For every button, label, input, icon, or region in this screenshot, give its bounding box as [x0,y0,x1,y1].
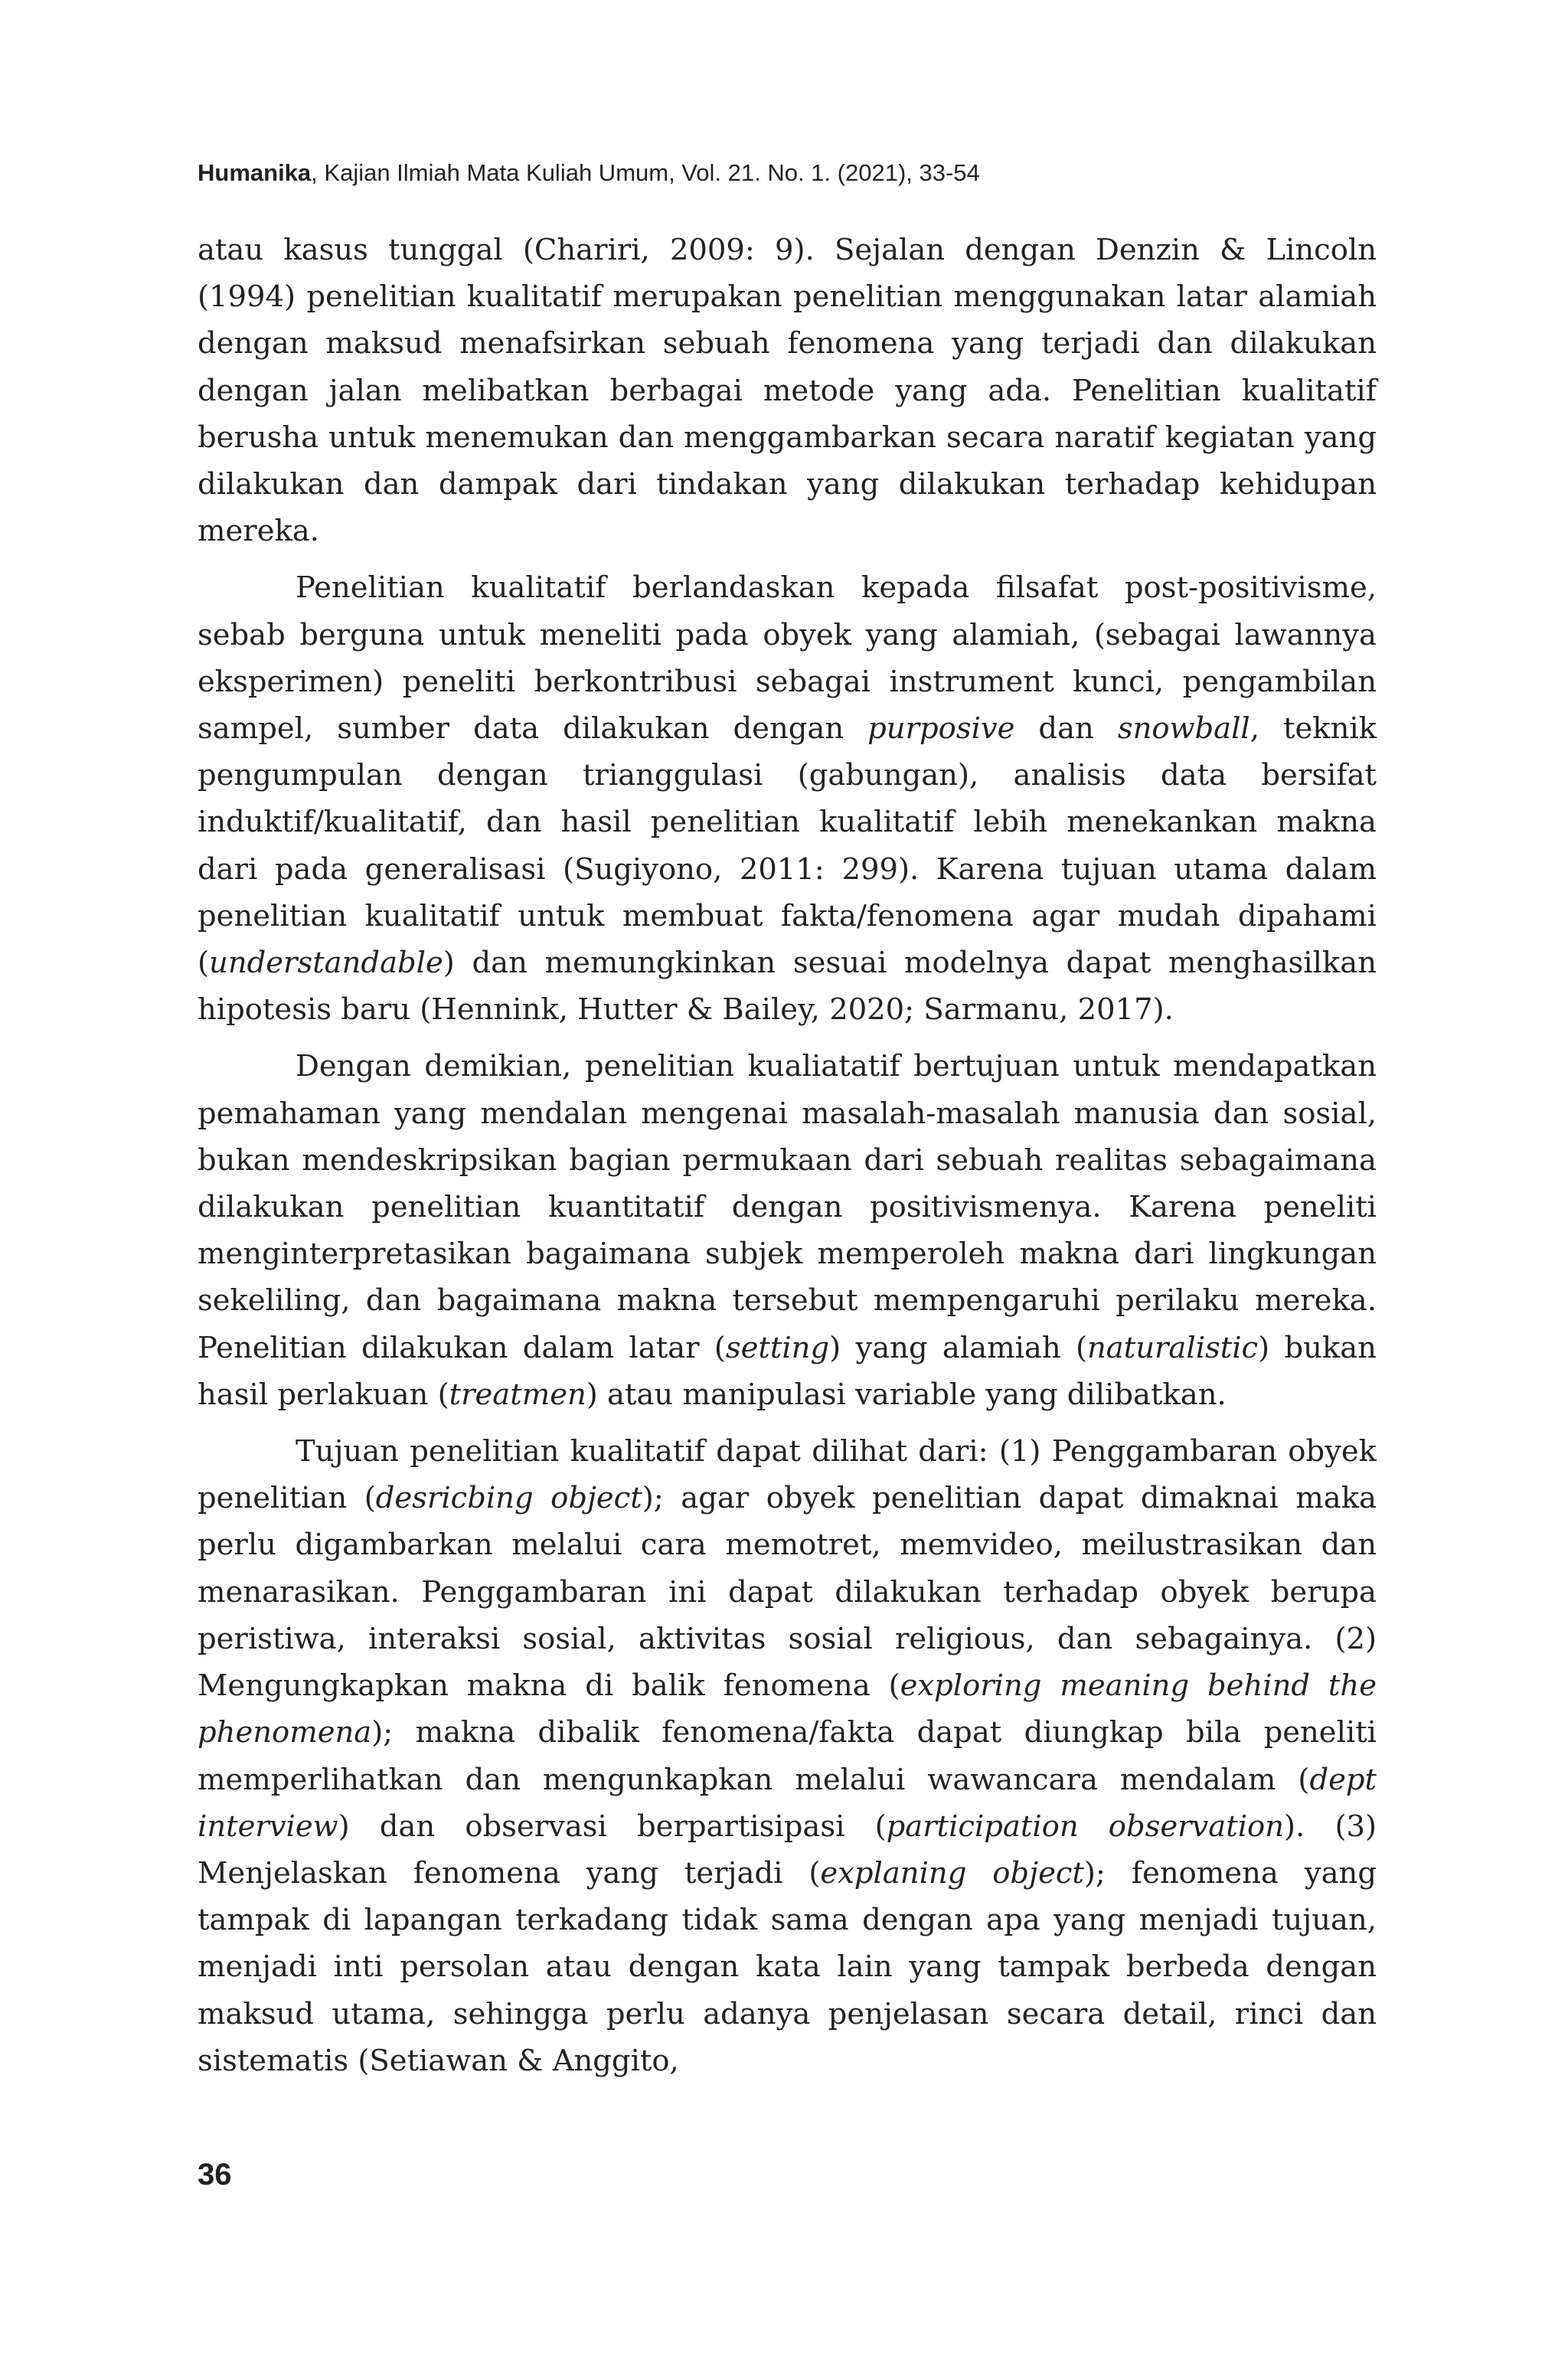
italic-term: naturalistic [1087,1330,1259,1365]
journal-citation: , Kajian Ilmiah Mata Kuliah Umum, Vol. 21. No. 1. (2021), 33-54 [311,159,980,186]
journal-name: Humanika [198,159,312,186]
italic-term: exploring meaning behind the phenomena [198,1668,1377,1750]
text-run: dan [1014,711,1118,747]
text-run: ) yang alamiah ( [829,1330,1088,1365]
text-run: Penelitian kualitatif berlandaskan kepada filsafat post-positivisme, sebab berguna untuk meneliti pada obyek yang alamiah, (sebagai lawannya eksperimen) peneliti berkontribusi sebagai instrument kunci, pengambilan sampel, sumber data dilakukan dengan [198,570,1377,747]
italic-term: participation observation [886,1809,1285,1844]
italic-term: treatmen [449,1377,586,1412]
text-run: ); agar obyek penelitian dapat dimaknai maka perlu digambarkan melalui cara memotret, memvideo, meilustrasikan dan menarasikan. Penggambaran ini dapat dilakukan terhadap obyek berupa peristiwa, interaksi sosial, aktivitas sosial religious, dan sebagainya. (2) Mengungkapkan makna di balik fenomena ( [198,1481,1377,1704]
text-run: ). (3) Menjelaskan fenomena yang terjadi ( [198,1809,1377,1891]
italic-term: purposive [867,711,1015,747]
italic-term: snowball [1117,711,1250,747]
text-run: ) dan memungkinkan sesuai modelnya dapat menghasilkan hipotesis baru (Hennink, Hutter & Bailey, 2020; Sarmanu, 2017). [198,946,1377,1028]
text-run: , teknik pengumpulan dengan trianggulasi (gabungan), analisis data bersifat induktif/kualitatif, dan hasil penelitian kualitatif lebih menekankan makna dari pada generalisasi (Sugiyono, 2011: 299). Karena tujuan utama dalam penelitian kualitatif untuk membuat fakta/fenomena agar mudah dipahami ( [198,711,1377,981]
text-run: ) bukan hasil perlakuan ( [198,1330,1377,1412]
italic-term: dept interview [198,1762,1377,1844]
text-run: ); fenomena yang tampak di lapangan terkadang tidak sama dengan apa yang menjadi tujuan, menjadi inti persolan atau dengan kata lain yang tampak berbeda dengan maksud utama, sehingga perlu adanya penjelasan secara detail, rinci dan sistematis (Setiawan & Anggito, [198,1855,1377,2078]
text-run: Tujuan penelitian kualitatif dapat dilihat dari: (1) Penggambaran obyek penelitian ( [198,1434,1377,1516]
text-run: atau kasus tunggal (Chariri, 2009: 9). Sejalan dengan Denzin & Lincoln (1994) penelitian kualitatif merupakan penelitian menggunakan latar alamiah dengan maksud menafsirkan sebuah fenomena yang terjadi dan dilakukan dengan jalan melibatkan berbagai metode yang ada. Penelitian kualitatif berusha untuk menemukan dan menggambarkan secara naratif kegiatan yang dilakukan dan dampak dari tindakan yang dilakukan terhadap kehidupan mereka. [198,233,1377,549]
text-run: ); makna dibalik fenomena/fakta dapat diungkap bila peneliti memperlihatkan dan mengunkapkan melalui wawancara mendalam ( [198,1715,1377,1797]
paragraph [198,1043,1377,1418]
italic-term: setting [725,1330,830,1365]
page-number: 36 [198,2158,232,2191]
italic-term: understandable [209,946,443,981]
body-text [198,227,1377,2084]
paragraph [198,564,1377,1033]
italic-term: explaning object [820,1855,1084,1891]
text-run: Dengan demikian, penelitian kualiatatif bertujuan untuk mendapatkan pemahaman yang mendalan mengenai masalah-masalah manusia dan sosial, bukan mendeskripsikan bagian permukaan dari sebuah realitas sebagaimana dilakukan penelitian kuantitatif dengan positivismenya. Karena peneliti menginterpretasikan bagaimana subjek memperoleh makna dari lingkungan sekeliling, dan bagaimana makna tersebut mempengaruhi perilaku mereka. Penelitian dilakukan dalam latar ( [198,1049,1377,1365]
running-header [198,159,1377,187]
italic-term: desricbing object [375,1481,642,1516]
text-run: ) atau manipulasi variable yang dilibatkan. [586,1377,1227,1412]
paragraph [198,227,1377,554]
text-run: ) dan observasi berpartisipasi ( [338,1809,887,1844]
paragraph [198,1428,1377,2084]
